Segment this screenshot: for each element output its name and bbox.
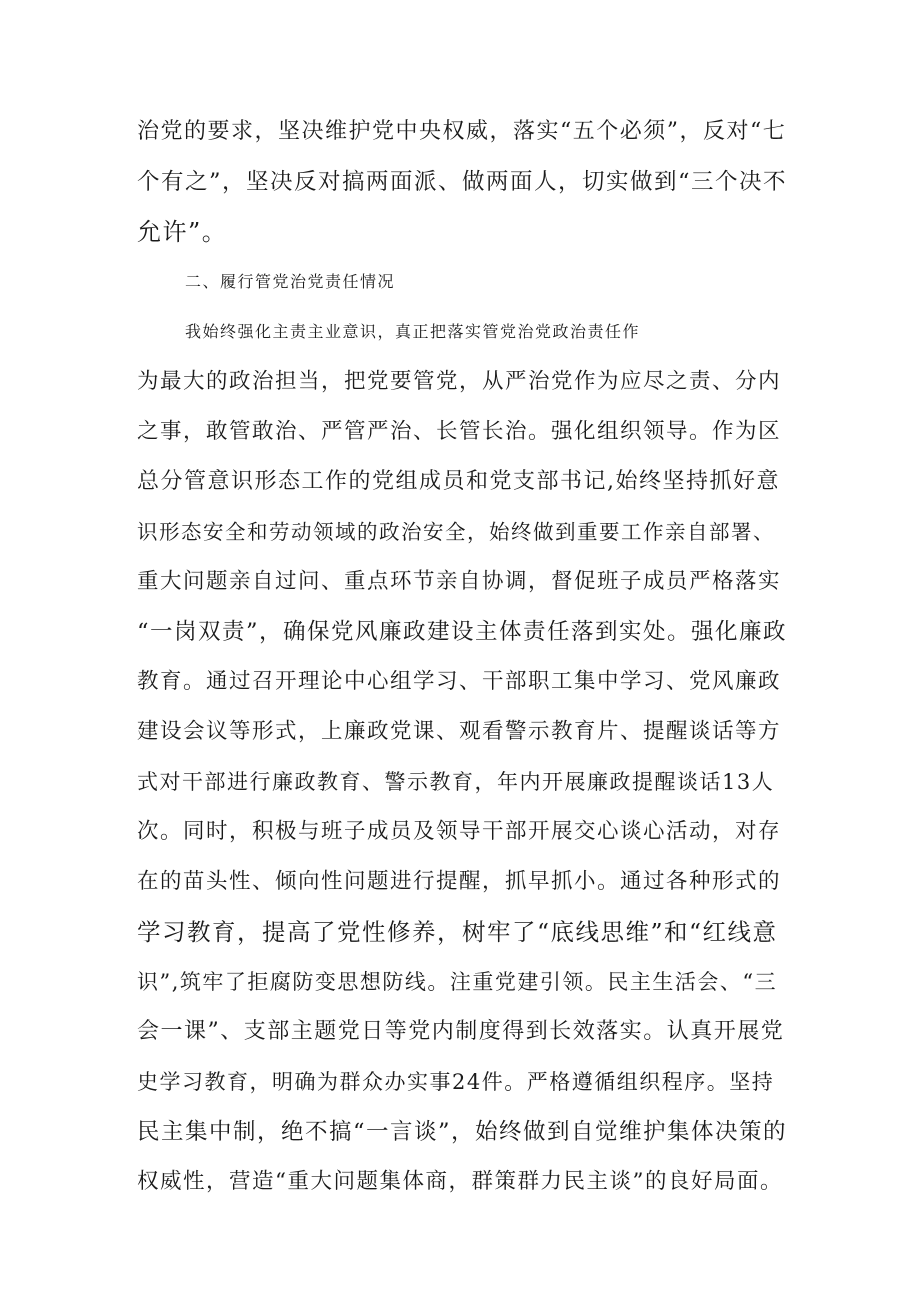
text-line: 会一课”、支部主题党日等党内制度得到长效落实。认真开展党 [137,1019,785,1044]
text-line: 为最大的政治担当，把党要管党，从严治党作为应尽之责、分内 [137,369,782,394]
text-line: 之事，敢管敢治、严管严治、长管长治。强化组织领导。作为区 [137,419,782,444]
text-line: 总分管意识形态工作的党组成员和党支部书记,始终坚持抓好意 [137,469,780,494]
section-heading: 二、履行管党治党责任情况 [185,272,396,291]
text-line: 在的苗头性、倾向性问题进行提醒，抓早抓小。通过各种形式的 [137,869,782,894]
text-line: 民主集中制，绝不搞“一言谈”，始终做到自觉维护集体决策的 [137,1119,788,1145]
text-line: 式对干部进行廉政教育、警示教育，年内开展廉政提醒谈话13人 [137,770,775,794]
text-line: 个有之”，坚决反对搞两面派、做两面人，切实做到“三个决不 [137,169,788,195]
text-line: 建设会议等形式，上廉政党课、观看警示教育片、提醒谈话等方 [137,719,782,744]
paragraph-first-line: 我始终强化主责主业意识，真正把落实管党治党政治责任作 [185,322,641,341]
text-line: 学习教育，提高了党性修养，树牢了“底线思维”和“红线意 [137,918,778,946]
text-line: 次。同时，积极与班子成员及领导干部开展交心谈心活动，对存 [137,819,782,844]
text-line: 重大问题亲自过问、重点环节亲自协调，督促班子成员严格落实 [137,569,782,594]
text-line: 教育。通过召开理论中心组学习、干部职工集中学习、党风廉政 [137,669,782,694]
text-line: 治党的要求，坚决维护党中央权威，落实“五个必须”，反对“七 [137,119,787,144]
text-line: 权威性，营造“重大问题集体商，群策群力民主谈”的良好局面。 [137,1169,783,1194]
text-line: 识形态安全和劳动领域的政治安全，始终做到重要工作亲自部署、 [137,520,775,544]
text-line: 史学习教育，明确为群众办实事24件。严格遵循组织程序。坚持 [137,1070,775,1094]
text-line: 允许”。 [137,218,228,246]
text-line: 识”,筑牢了拒腐防变思想防线。注重党建引领。民主生活会、“三 [137,970,778,994]
text-line: “一岗双责”，确保党风廉政建设主体责任落到实处。强化廉政 [137,619,788,645]
